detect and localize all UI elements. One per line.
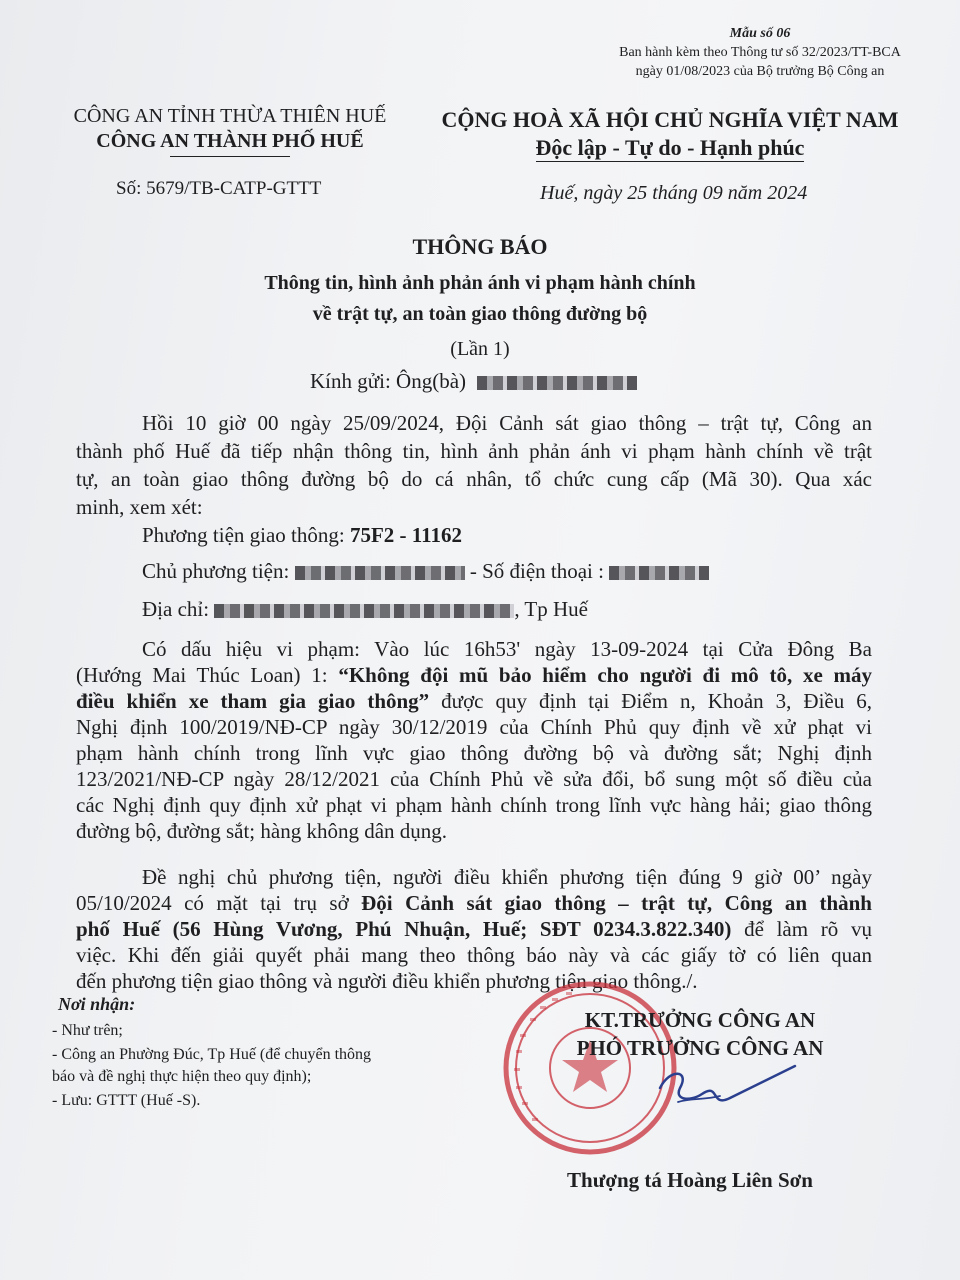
attempt-number: (Lần 1) (450, 338, 510, 360)
intro-line-2: thành phố Huế đã tiếp nhận thông tin, hình ảnh phản ánh vi phạm hành chính về trật (76, 439, 872, 463)
request-line-5: đến phương tiện giao thông và người điều khiển phương tiện giao thông./. (76, 969, 698, 993)
request-line-3 (76, 916, 872, 942)
agency-underline (170, 156, 290, 157)
vehicle-label: Phương tiện giao thông: (142, 523, 350, 547)
address-label: Địa chỉ: (142, 597, 215, 621)
violation-line-6: 123/2021/NĐ-CP ngày 28/12/2021 của Chính Phủ về sửa đổi, bổ sung một số điều của (76, 767, 872, 791)
violation-line-5: phạm hành chính trong lĩnh vực giao thông đường bộ và đường sắt; Nghị định (76, 741, 872, 765)
recipients-title: Nơi nhận: (58, 994, 136, 1014)
document-date: Huế, ngày 25 tháng 09 năm 2024 (540, 182, 808, 204)
form-reference (600, 24, 920, 81)
handwritten-signature (650, 1058, 800, 1118)
request-line-4: việc. Khi đến giải quyết phải mang theo thông báo này và các giấy tờ có liên quan (76, 943, 872, 967)
violation-line-4: Nghị định 100/2019/NĐ-CP ngày 30/12/2019 của Chính Phủ quy định về xử phạt vi (76, 715, 872, 739)
agency-parent: CÔNG AN TỈNH THỪA THIÊN HUẾ (73, 105, 387, 127)
violation-location: (Hướng Mai Thúc Loan) 1: (76, 663, 339, 687)
recipients-item-3: báo và đề nghị thực hiện theo quy định); (52, 1068, 312, 1085)
agency-header (40, 104, 420, 179)
intro-line-1: Hồi 10 giờ 00 ngày 25/09/2024, Đội Cảnh sát giao thông – trật tự, Công an (142, 411, 872, 435)
redacted-address (214, 604, 514, 618)
recipients-item-2: - Công an Phường Đúc, Tp Huế (để chuyển thông (52, 1046, 372, 1063)
request-line-2 (76, 890, 872, 916)
recipient-label: Kính gửi: Ông(bà) (310, 369, 467, 393)
violation-offense-start: “Không đội mũ bảo hiểm cho người đi mô tô, xe máy (338, 663, 872, 687)
phone-label: - Số điện thoại : (469, 559, 610, 583)
form-number: Mẫu số 06 (729, 26, 791, 41)
redacted-name (477, 376, 637, 390)
owner-label: Chủ phương tiện: (142, 559, 295, 583)
redacted-owner (295, 566, 465, 580)
agency-name: CÔNG AN THÀNH PHỐ HUẾ (96, 130, 364, 152)
document-number: Số: 5679/TB-CATP-GTTT (116, 178, 322, 199)
document-subtitle-2: về trật tự, an toàn giao thông đường bộ (312, 303, 648, 325)
national-title: CỘNG HOÀ XÃ HỘI CHỦ NGHĨA VIỆT NAM (441, 107, 899, 132)
address-line (142, 596, 588, 622)
intro-line-4: minh, xem xét: (76, 495, 203, 519)
violation-line-3 (76, 688, 872, 714)
vehicle-line (142, 522, 462, 548)
violation-line-8: đường bộ, đường sắt; hàng không dân dụng. (76, 819, 448, 843)
violation-line-1: Có dấu hiệu vi phạm: Vào lúc 16h53' ngày 13-09-2024 tại Cửa Đông Ba (142, 637, 872, 661)
form-issued-line1: Ban hành kèm theo Thông tư số 32/2023/TT-BCA (619, 45, 901, 60)
national-motto: Độc lập - Tự do - Hạnh phúc (535, 135, 805, 160)
violation-line-2 (76, 662, 872, 688)
redacted-phone (609, 566, 709, 580)
document-subtitle-1: Thông tin, hình ảnh phản ánh vi phạm hành chính (264, 272, 696, 294)
request-purpose: để làm rõ vụ (731, 917, 872, 941)
recipients-item-1: - Như trên; (52, 1022, 123, 1039)
request-office: Đội Cảnh sát giao thông – trật tự, Công an thành (361, 891, 872, 915)
address-suffix: , Tp Huế (514, 597, 588, 621)
request-office-address: phố Huế (56 Hùng Vương, Phú Nhuận, Huế; SĐT 0234.3.822.340) (76, 917, 732, 941)
national-header (420, 106, 920, 162)
request-line-1: Đề nghị chủ phương tiện, người điều khiển phương tiện đúng 9 giờ 00’ ngày (142, 865, 872, 889)
violation-line-7: các Nghị định quy định xử phạt vi phạm hành chính trong lĩnh vực hàng hải; giao thông (76, 793, 872, 817)
signatory-title-2: PHÓ TRƯỞNG CÔNG AN (576, 1036, 824, 1060)
intro-line-3: tự, an toàn giao thông đường bộ do cá nhân, tổ chức cung cấp (Mã 30). Qua xác (76, 467, 872, 491)
violation-legal-ref: được quy định tại Điểm n, Khoản 3, Điều 6, (429, 689, 872, 713)
owner-line (142, 558, 709, 584)
document-title: THÔNG BÁO (412, 234, 548, 259)
license-plate: 75F2 - 11162 (349, 523, 462, 547)
violation-offense-end: điều khiển xe tham gia giao thông” (76, 689, 430, 713)
signatory-title-1: KT.TRƯỞNG CÔNG AN (584, 1008, 816, 1032)
form-issued-line2: ngày 01/08/2023 của Bộ trưởng Bộ Công an (635, 64, 885, 79)
signer-name: Thượng tá Hoàng Liên Sơn (567, 1168, 813, 1192)
recipients-item-4: - Lưu: GTTT (Huế -S). (52, 1092, 201, 1109)
request-date: 05/10/2024 có mặt tại trụ sở (76, 891, 362, 915)
recipient-line (310, 368, 637, 394)
